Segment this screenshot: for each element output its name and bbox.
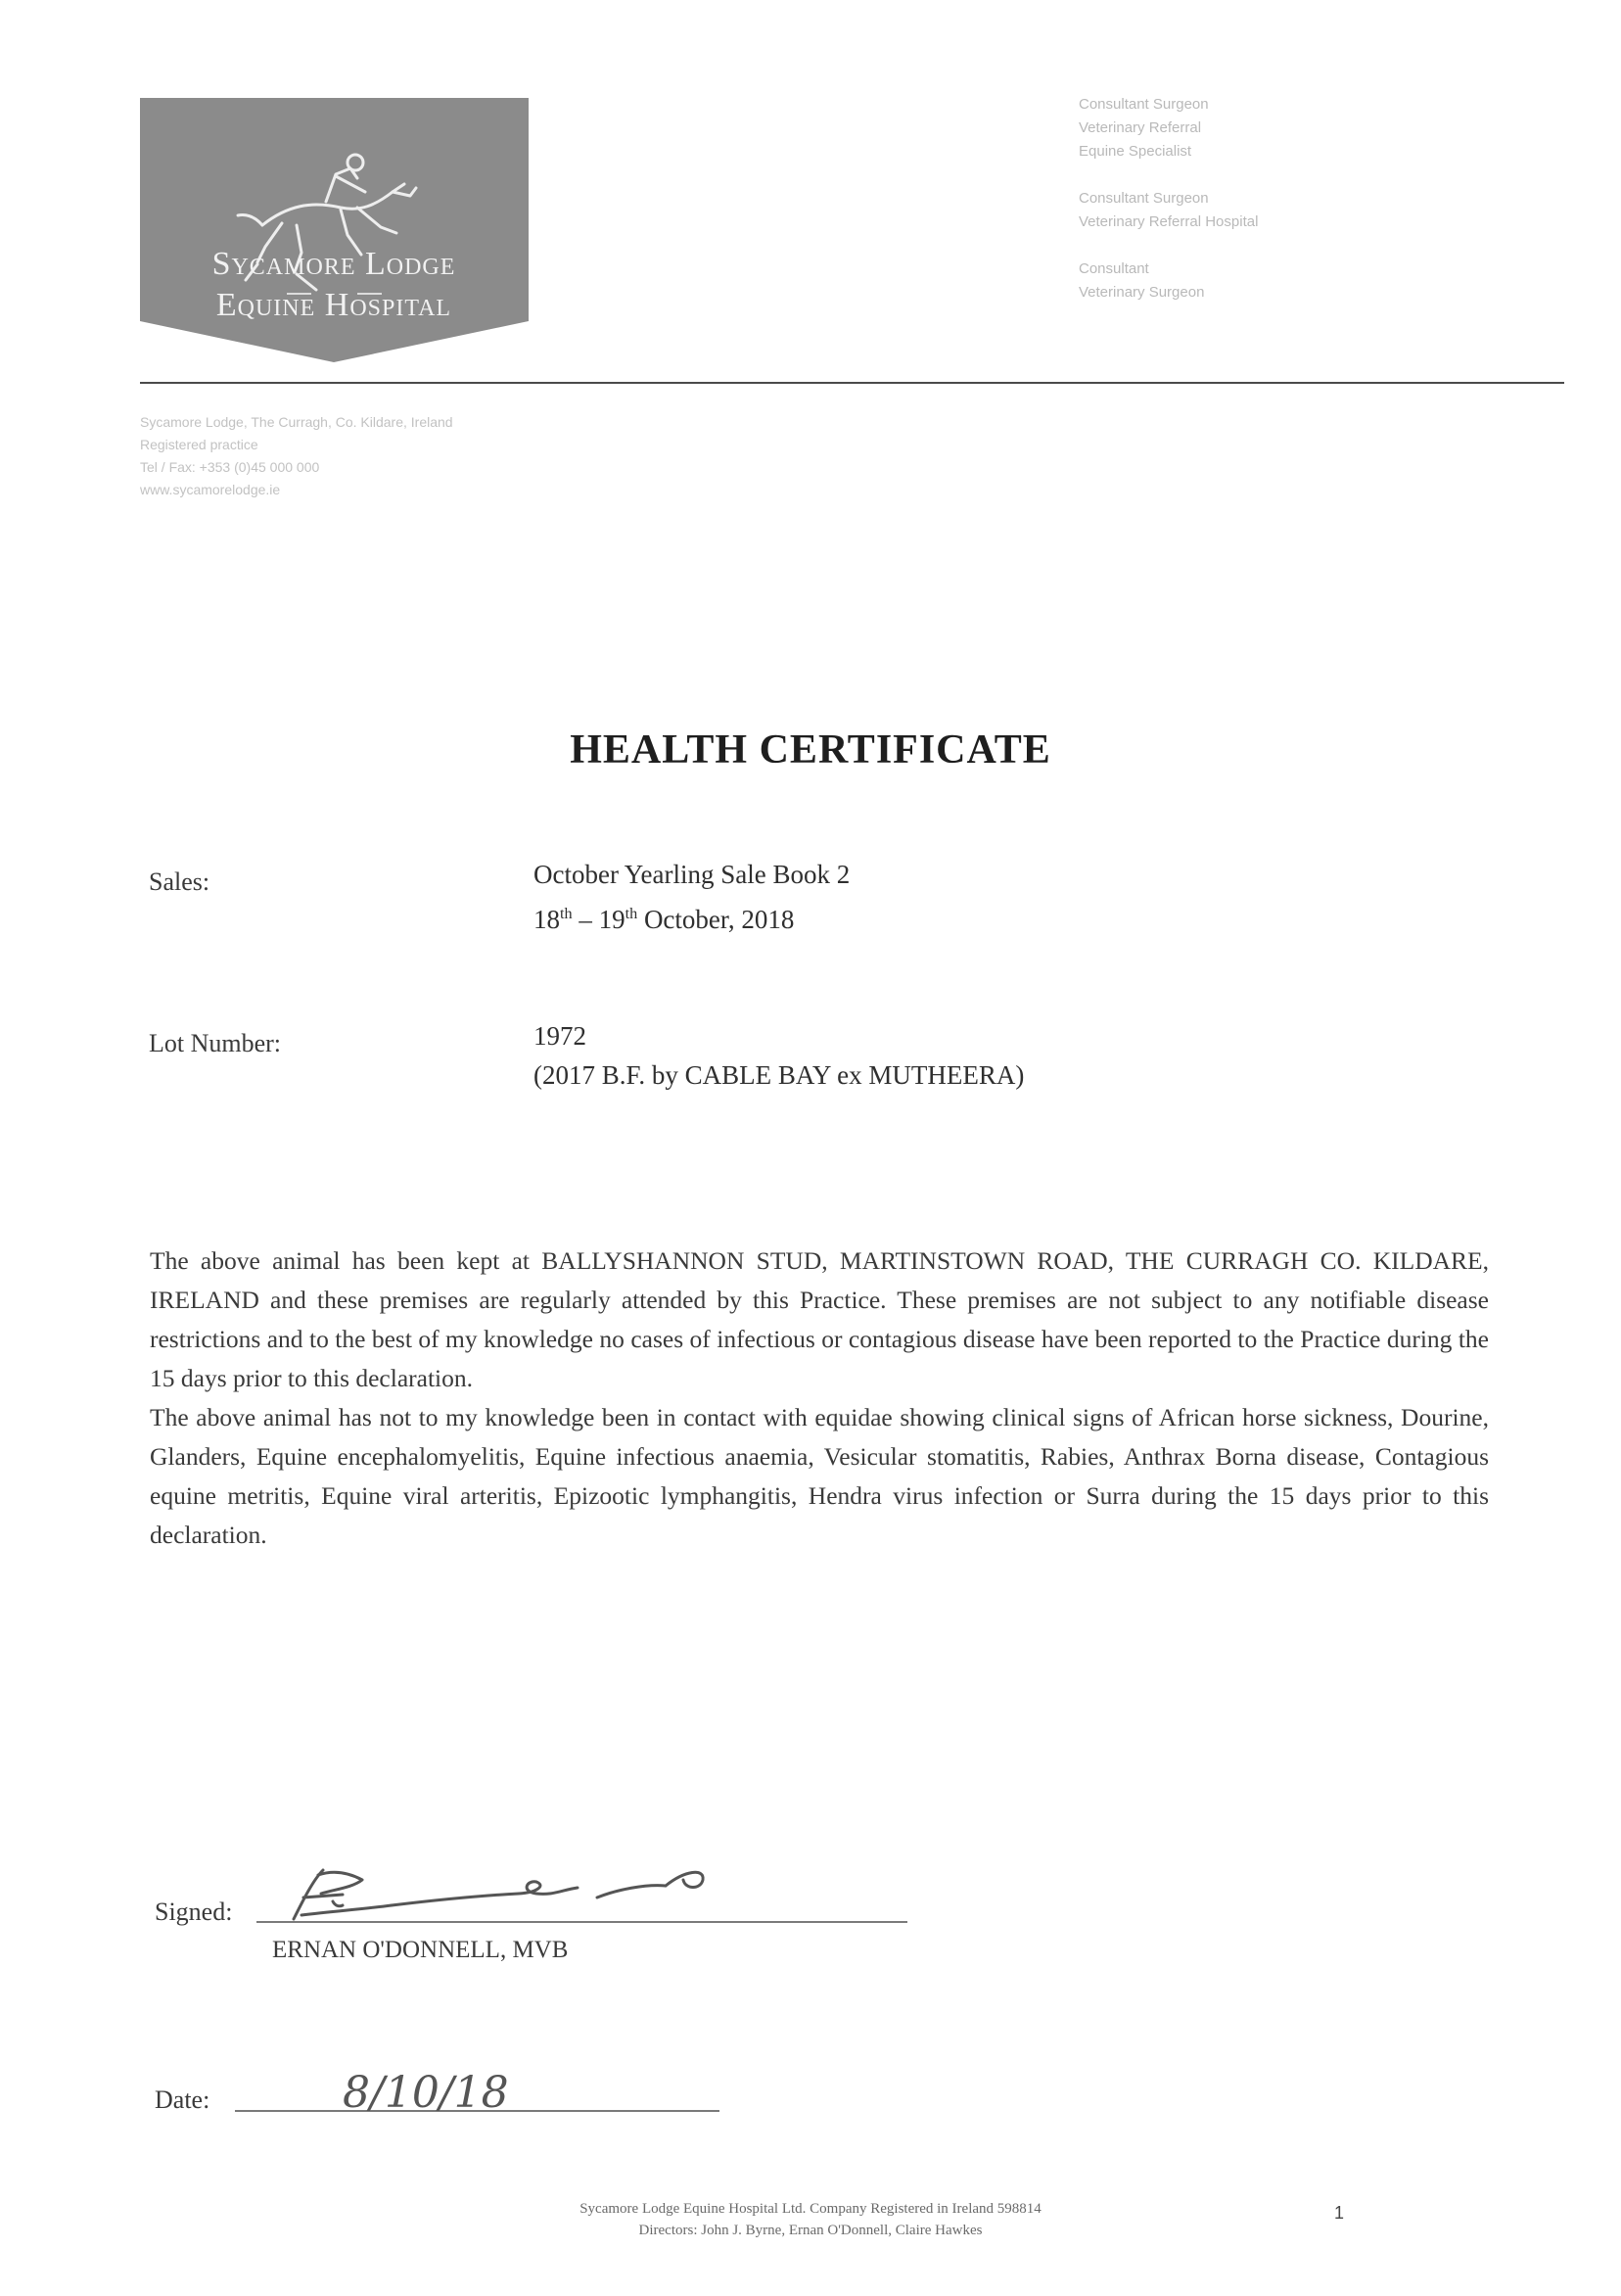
signed-label: Signed:	[155, 1898, 233, 1926]
contact-line: Consultant Surgeon	[1079, 96, 1209, 113]
contact-block	[1079, 93, 1529, 305]
contact-line: Veterinary Surgeon	[1079, 284, 1205, 301]
declaration-paragraph-2: The above animal has not to my knowledge been in contact with equidae showing clinical signs of African horse sickness, Dourine, Glanders, Equine encephalomyelitis, Equine infectious anaemia, Vesicular stomatitis, Rabies, Anthrax Borna disease, Contagious equine metritis, Equine viral arteritis, Epizootic lymphangitis, Hendra virus infection or Surra during the 15 days prior to this declaration.	[150, 1403, 1489, 1549]
header-divider	[140, 382, 1564, 384]
contact-line: Veterinary Referral	[1079, 119, 1202, 136]
declaration-text	[150, 1242, 1489, 1555]
address-line: www.sycamorelodge.ie	[140, 482, 281, 497]
address-line: Tel / Fax: +353 (0)45 000 000	[140, 459, 320, 475]
logo-line-1: Sycamore Lodge	[211, 246, 456, 282]
signer-name: ERNAN O'DONNELL, MVB	[272, 1937, 569, 1963]
document-title: HEALTH CERTIFICATE	[570, 727, 1051, 773]
address-block	[140, 411, 747, 501]
logo-banner	[140, 98, 529, 362]
handwritten-signature	[274, 1851, 724, 1939]
sales-value	[533, 855, 850, 939]
sales-label: Sales:	[149, 867, 210, 896]
lot-description: (2017 B.F. by CABLE BAY ex MUTHEERA)	[533, 1060, 1025, 1090]
contact-line: Veterinary Referral Hospital	[1079, 213, 1259, 230]
footer-directors-line: Directors: John J. Byrne, Ernan O'Donnell, Claire Hawkes	[638, 2223, 983, 2238]
signature-line	[256, 1921, 907, 1923]
page-number: 1	[1334, 2203, 1345, 2223]
footer	[0, 2198, 1621, 2241]
lot-number-label: Lot Number:	[149, 1029, 282, 1057]
svg-text:8/10/18: 8/10/18	[343, 2068, 509, 2118]
lot-value	[533, 1016, 1024, 1095]
address-line: Registered practice	[140, 437, 258, 452]
contact-line: Consultant Surgeon	[1079, 190, 1209, 207]
sale-name: October Yearling Sale Book 2	[533, 860, 851, 889]
hospital-logo	[140, 98, 529, 362]
contact-line: Consultant	[1079, 260, 1149, 277]
date-label: Date:	[155, 2085, 210, 2114]
logo-line-2: Equine Hospital	[215, 287, 452, 323]
declaration-paragraph-1: The above animal has been kept at BALLYSHANNON STUD, MARTINSTOWN ROAD, THE CURRAGH CO. KILDARE, IRELAND and these premises are regularly attended by this Practice. These premises are not subject to any notifiable disease restrictions and to the best of my knowledge no cases of infectious or contagious disease have been reported to the Practice during the 15 days prior to this declaration.	[150, 1246, 1489, 1392]
sale-dates: 18th – 19th October, 2018	[533, 905, 795, 934]
handwritten-date	[333, 2056, 558, 2125]
footer-company-line: Sycamore Lodge Equine Hospital Ltd. Company Registered in Ireland 598814	[579, 2201, 1042, 2217]
lot-number: 1972	[533, 1021, 586, 1051]
contact-line: Equine Specialist	[1079, 143, 1192, 160]
address-line: Sycamore Lodge, The Curragh, Co. Kildare, Ireland	[140, 414, 453, 430]
